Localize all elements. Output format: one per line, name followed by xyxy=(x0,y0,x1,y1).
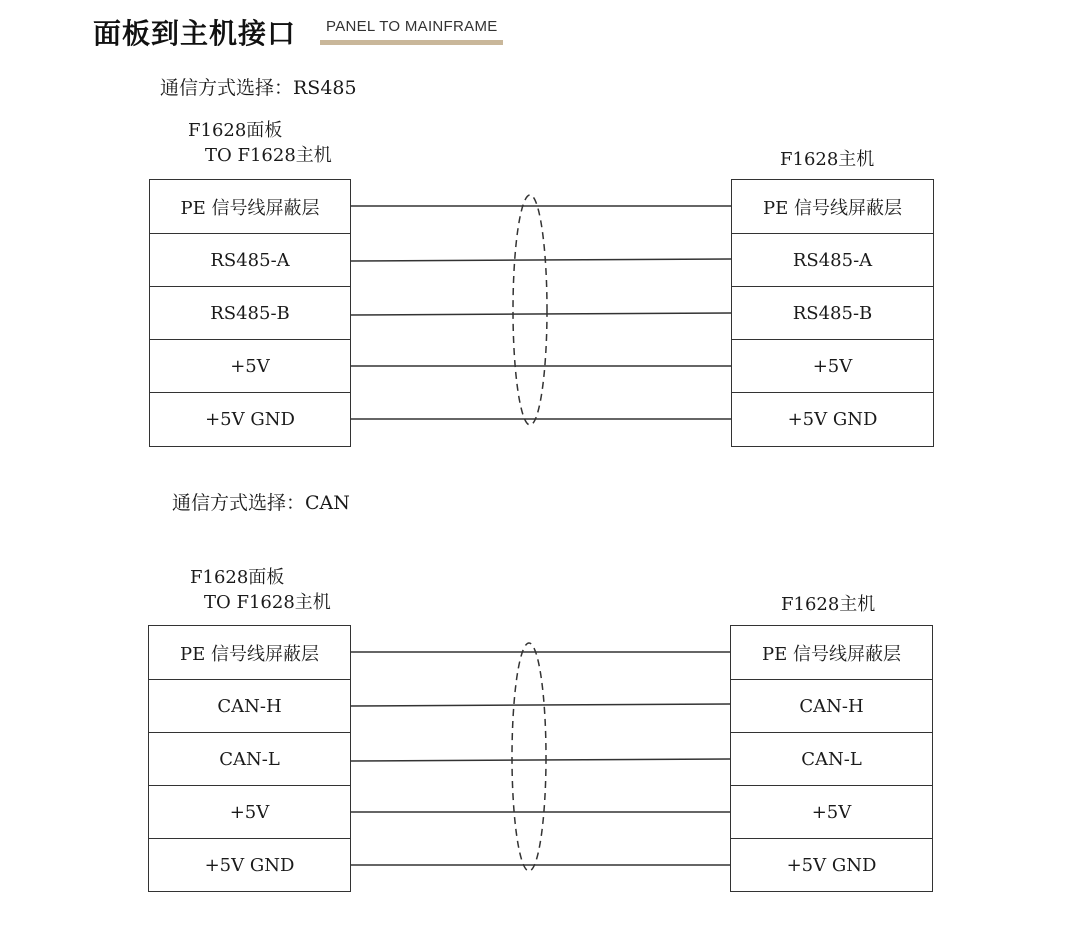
comm-mode-label-rs485: 通信方式选择：RS485 xyxy=(160,77,357,99)
wire-can-l xyxy=(351,759,730,761)
right-row-5v-gnd-can: +5V GND xyxy=(731,838,932,891)
right-title: F1628主机 xyxy=(780,149,875,170)
page-subtitle: PANEL TO MAINFRAME xyxy=(326,18,498,35)
wire-rs485a xyxy=(351,259,731,261)
left-row-pe-can: PE 信号线屏蔽层 xyxy=(180,643,319,665)
wire-rs485b xyxy=(351,313,731,315)
right-title-can: F1628主机 xyxy=(781,594,876,615)
left-row-rs485b: RS485-B xyxy=(150,286,350,339)
right-row-can-l: CAN-L xyxy=(731,732,932,785)
left-row-5v-gnd: +5V GND xyxy=(150,392,350,445)
shield-ellipse-can xyxy=(512,643,546,871)
right-row-pe: PE 信号线屏蔽层 xyxy=(763,197,902,219)
left-row-pe: PE 信号线屏蔽层 xyxy=(180,197,320,219)
left-row-5v-can: +5V xyxy=(149,785,350,838)
left-title-line1-can: F1628面板 xyxy=(190,567,285,588)
wire-can-h xyxy=(351,704,730,706)
left-row-can-l: CAN-L xyxy=(149,732,350,785)
right-row-rs485a: RS485-A xyxy=(732,233,933,286)
right-row-5v: +5V xyxy=(732,339,933,392)
right-row-5v-can: +5V xyxy=(731,785,932,838)
page-title: 面板到主机接口 xyxy=(93,17,297,50)
left-title-line1: F1628面板 xyxy=(188,120,283,141)
left-row-5v-gnd-can: +5V GND xyxy=(149,838,350,891)
right-row-5v-gnd: +5V GND xyxy=(732,392,933,445)
left-row-can-h: CAN-H xyxy=(149,679,350,732)
right-row-can-h: CAN-H xyxy=(731,679,932,732)
shield-ellipse-rs485 xyxy=(513,195,547,425)
right-row-rs485b: RS485-B xyxy=(732,286,933,339)
comm-mode-label-can: 通信方式选择：CAN xyxy=(172,492,350,514)
left-title-line2-can: TO F1628主机 xyxy=(204,592,331,613)
left-row-5v: +5V xyxy=(150,339,350,392)
left-title-line2: TO F1628主机 xyxy=(205,145,332,166)
left-row-rs485a: RS485-A xyxy=(150,233,350,286)
right-row-pe-can: PE 信号线屏蔽层 xyxy=(762,643,901,665)
